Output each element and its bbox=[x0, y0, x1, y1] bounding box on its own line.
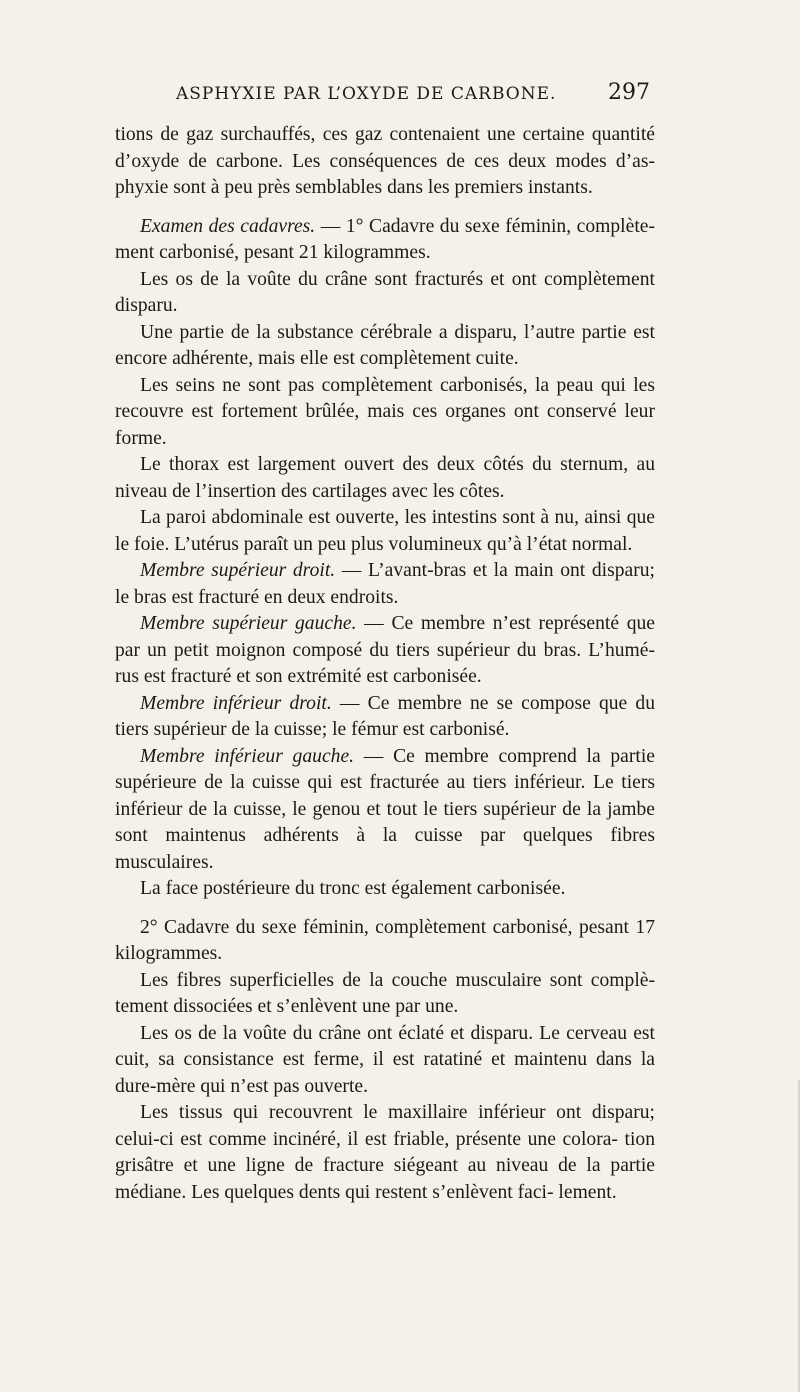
paragraph: 2° Cadavre du sexe féminin, complètement carbonisé, pesant 17 kilogrammes. bbox=[115, 916, 655, 964]
paragraph: La paroi abdominale est ouverte, les intestins sont à nu, ainsi que le foie. L’utérus paraît un peu plus volumineux qu’à l’état normal. bbox=[115, 507, 655, 555]
paragraph: Les fibres superficielles de la couche musculaire sont complè- tement dissociées et s’enlèvent une par une. bbox=[115, 969, 655, 1017]
paragraph: Membre supérieur droit. — L’avant-bras et la main ont disparu; le bras est fracturé en deux endroits. bbox=[115, 560, 655, 608]
running-head bbox=[160, 80, 650, 112]
paragraph: Les os de la voûte du crâne sont fracturés et ont complètement disparu. bbox=[115, 268, 655, 316]
paragraph: Membre inférieur droit. — Ce membre ne se compose que du tiers supérieur de la cuisse; le fémur est carbonisé. bbox=[115, 692, 656, 740]
page-number: 297 bbox=[608, 80, 650, 105]
running-title: ASPHYXIE PAR L’OXYDE DE CARBONE. bbox=[176, 84, 557, 104]
paragraph: Les tissus qui recouvrent le maxillaire inférieur ont disparu; celui-ci est comme incinéré, il est friable, présente une colora- tion grisâtre et une ligne de fracture siégeant au niveau de la partie médiane. Les quelques dents qui restent s’enlèvent faci- lement. bbox=[115, 1102, 655, 1203]
paragraph: Le thorax est largement ouvert des deux côtés du sternum, au niveau de l’insertion des cartilages avec les côtes. bbox=[115, 454, 655, 502]
section-label: Examen des cadavres. bbox=[140, 215, 316, 237]
paragraph: Les seins ne sont pas complètement carbonisés, la peau qui les recouvre est fortement brûlée, mais ces organes ont conservé leur forme. bbox=[115, 374, 655, 449]
section-label: Membre supérieur droit. bbox=[140, 560, 336, 581]
paragraph: Les os de la voûte du crâne ont éclaté et disparu. Le cerveau est cuit, sa consistance est ferme, il est ratatiné et maintenu dans la dure-mère qui n’est pas ouverte. bbox=[115, 1022, 655, 1097]
section-label: Membre inférieur gauche. bbox=[140, 745, 355, 767]
paragraph: Une partie de la substance cérébrale a disparu, l’autre partie est encore adhérente, mais elle est complètement cuite. bbox=[115, 321, 655, 369]
section-label: Membre inférieur droit. bbox=[140, 692, 332, 714]
paragraph: La face postérieure du tronc est également carbonisée. bbox=[140, 878, 566, 899]
body-text bbox=[115, 122, 655, 1206]
paragraph: tions de gaz surchauffés, ces gaz contenaient une certaine quantité d’oxyde de carbone. Les conséquences de ces deux modes d’as- phyxie sont à peu près semblables dans les premiers instants. bbox=[115, 124, 655, 198]
paragraph: Membre supérieur gauche. — Ce membre n’est représenté que par un petit moignon composé du tiers supérieur du bras. L’humé- rus est fracturé et son extrémité est carbonisée. bbox=[115, 613, 655, 687]
paragraph: Examen des cadavres. — 1° Cadavre du sexe féminin, complète- ment carbonisé, pesant 21 kilogrammes. bbox=[115, 215, 655, 263]
section-label: Membre supérieur gauche. bbox=[140, 613, 357, 634]
paragraph: Membre inférieur gauche. — Ce membre comprend la partie supérieure de la cuisse qui est fracturée au tiers inférieur. Le tiers inférieur de la cuisse, le genou et tout le tiers supérieur de la jambe sont maintenus adhérents à la cuisse par quelques fibres musculaires. bbox=[115, 745, 655, 873]
